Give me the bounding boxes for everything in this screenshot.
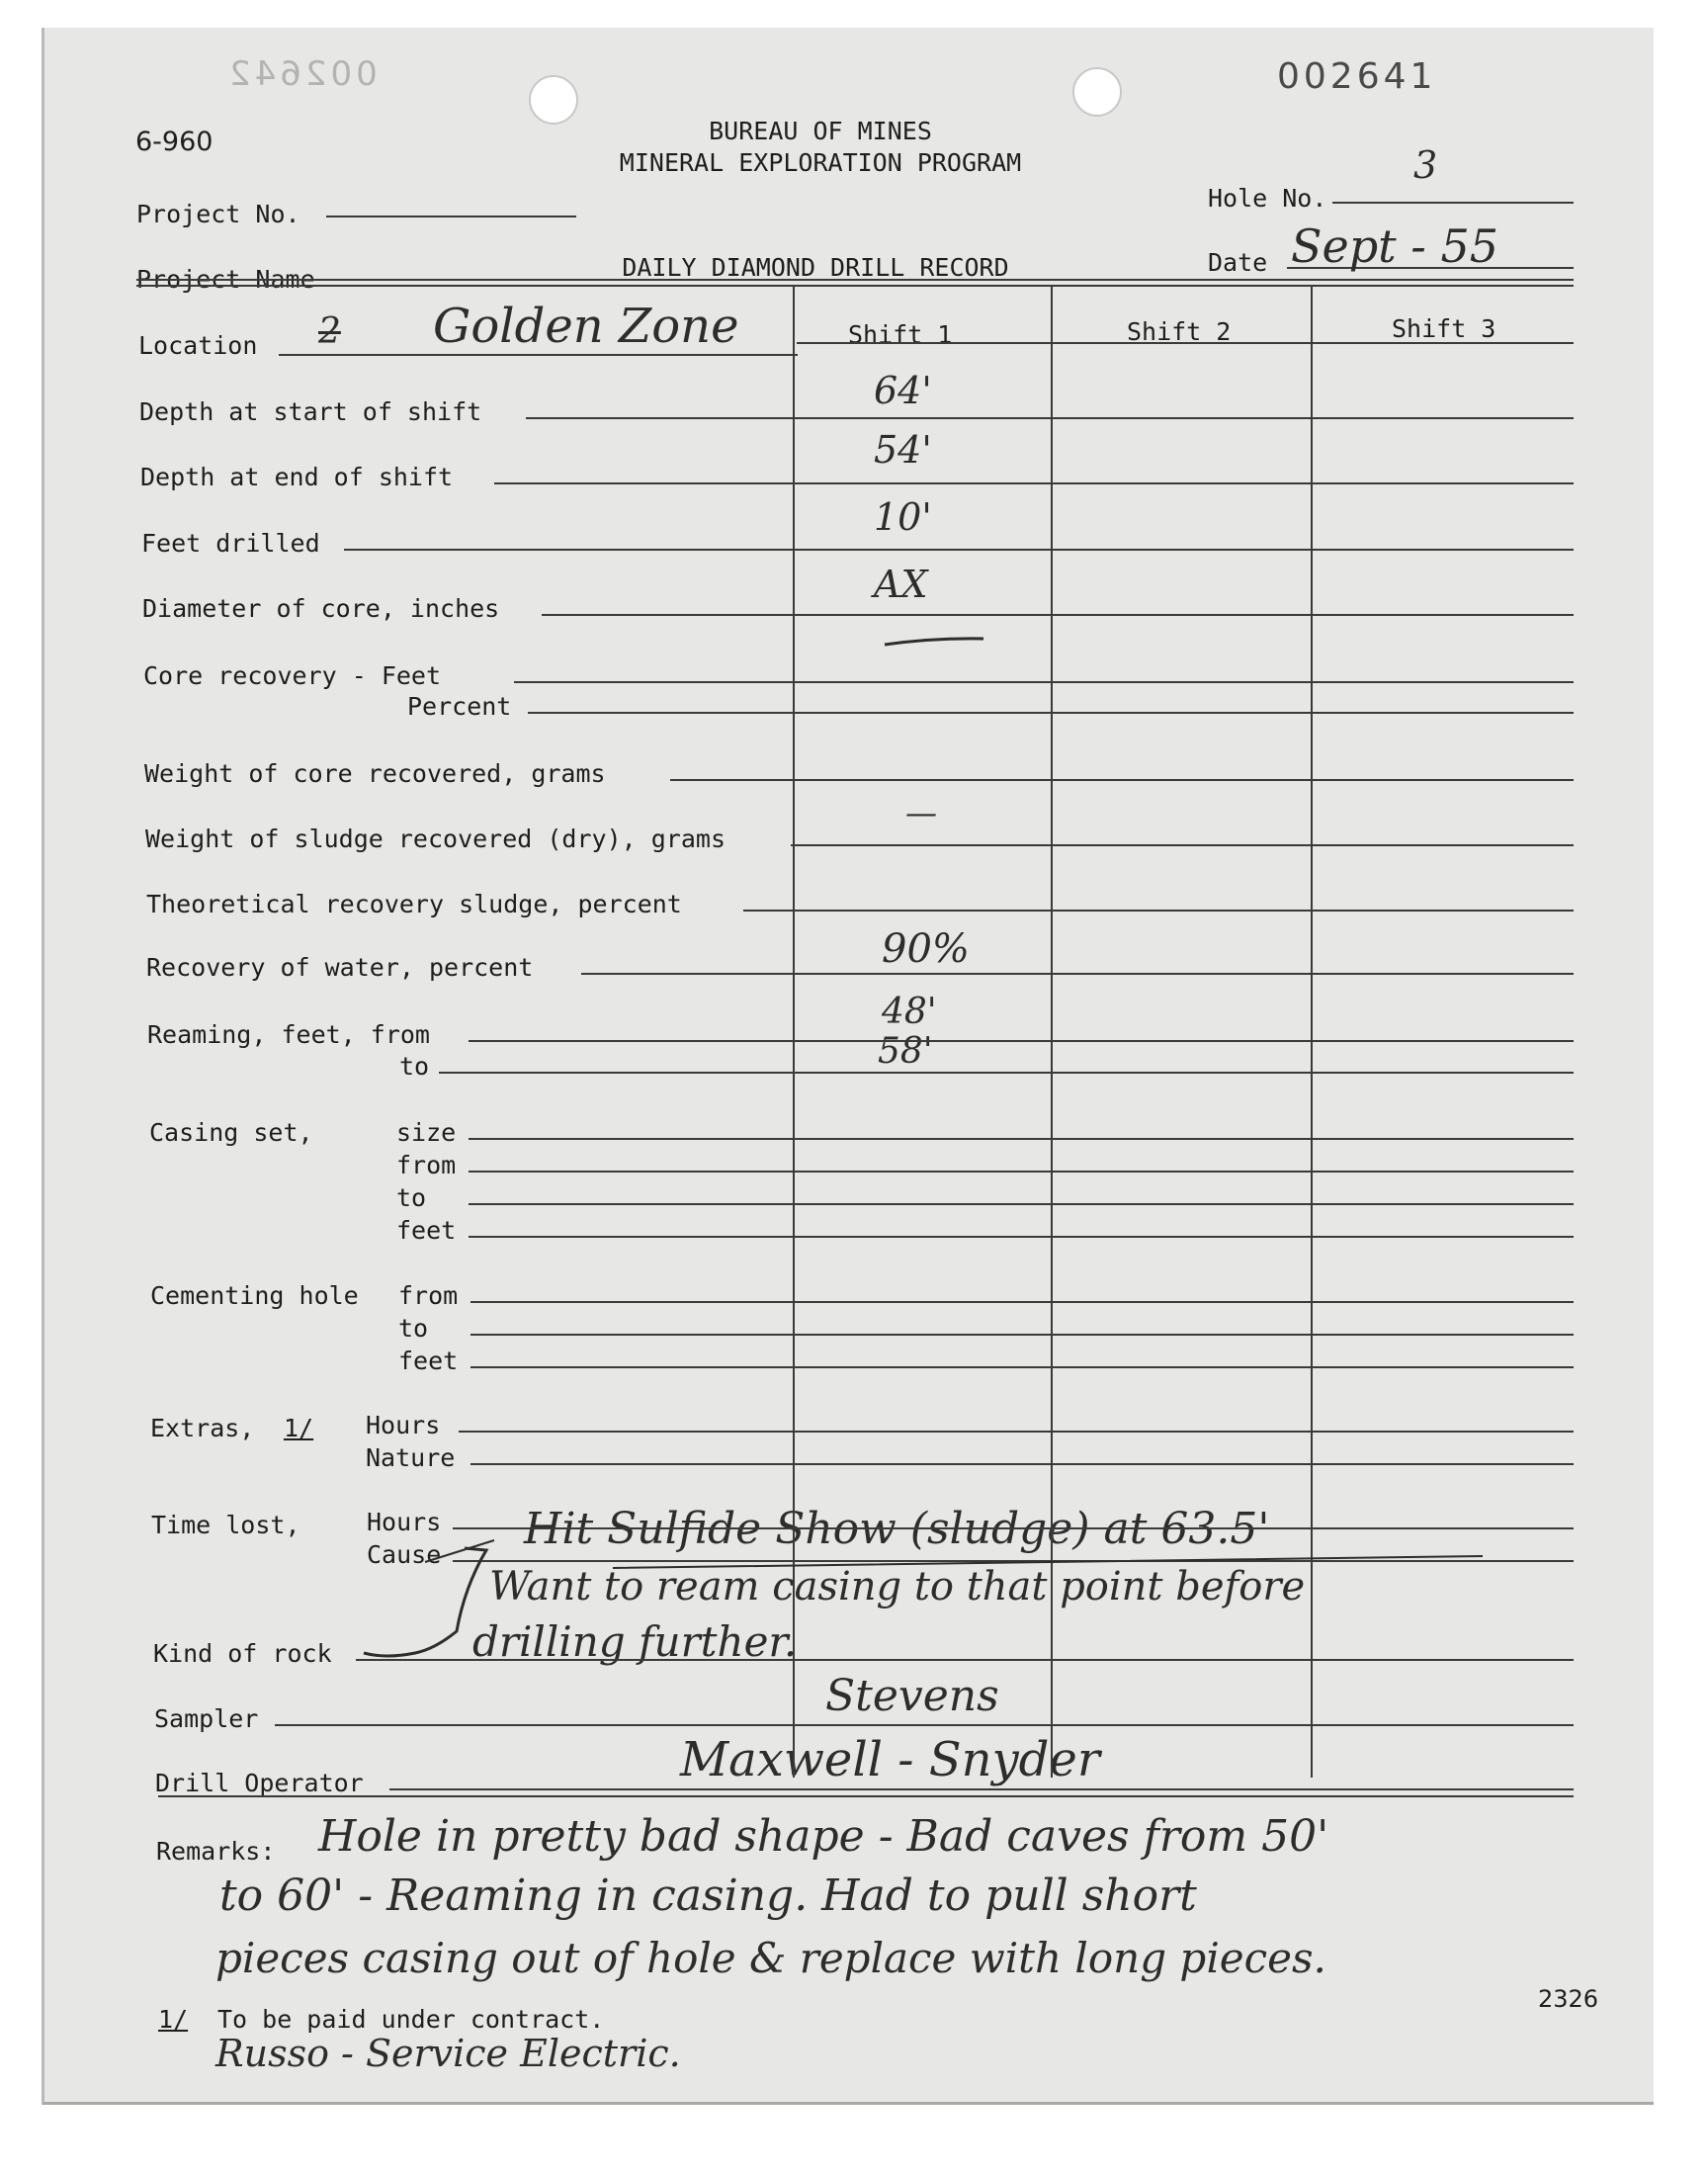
shift-3-header: Shift 3 [1392,314,1496,343]
remarks-signature: Russo - Service Electric. [215,2032,681,2075]
time-lost-hours-label: Hours [367,1508,442,1536]
cause-bracket-arrow [364,1548,486,1656]
casing-feet-label: feet [396,1216,457,1245]
reaming-from-shift1: 48' [882,992,937,1032]
water-recovery-shift1: 90% [882,926,970,972]
casing-from-label: from [396,1151,457,1179]
hole-no-value: 3 [1413,143,1438,187]
feet-drilled-shift1: 10' [874,495,932,539]
extras-nature-label: Nature [366,1443,456,1472]
date-value: Sept - 55 [1291,219,1498,273]
footnote-text: To be paid under contract. [217,2005,605,2034]
bleedthrough-number: 002642 [225,54,378,94]
core-recovery-dash [885,639,983,645]
drill-operator-value: Maxwell - Snyder [680,1732,1100,1787]
shift-1-header: Shift 1 [848,320,953,349]
cementing-label: Cementing hole [150,1281,359,1310]
sampler-label: Sampler [154,1704,259,1733]
remarks-line-1: Hole in pretty bad shape - Bad caves from 50' [318,1811,1329,1862]
remarks-line-3: pieces casing out of hole & replace with long pieces. [215,1934,1326,1982]
time-lost-label: Time lost, [151,1511,300,1539]
core-recovery-label: Core recovery - Feet [143,661,442,690]
casing-label: Casing set, [149,1118,313,1147]
remarks-label: Remarks: [156,1837,276,1866]
location-struck-value: 2 [318,311,341,352]
record-title: DAILY DIAMOND DRILL RECORD [622,253,1009,282]
project-no-label: Project No. [136,200,300,228]
cementing-to-label: to [398,1314,429,1343]
date-label: Date [1208,248,1268,277]
theoretical-sludge-label: Theoretical recovery sludge, percent [146,890,682,918]
page-code: 2326 [1538,1985,1599,2013]
time-lost-note-line-1: Hit Sulfide Show (sludge) at 63.5' [524,1504,1270,1554]
cementing-feet-label: feet [398,1347,459,1375]
core-recovery-percent-label: Percent [407,692,512,721]
sludge-weight-shift1: — [905,794,937,831]
depth-end-label: Depth at end of shift [140,463,454,491]
sludge-weight-label: Weight of sludge recovered (dry), grams [145,825,726,853]
core-weight-label: Weight of core recovered, grams [144,759,606,788]
reaming-label: Reaming, feet, from [147,1020,430,1049]
water-recovery-label: Recovery of water, percent [146,953,534,982]
kind-of-rock-label: Kind of rock [153,1639,332,1668]
depth-end-shift1: 54' [874,428,932,472]
casing-size-label: size [396,1118,457,1147]
cause-strike-line [425,1540,1483,1568]
hole-no-label: Hole No. [1208,184,1327,213]
depth-start-label: Depth at start of shift [139,397,482,426]
depth-start-shift1: 64' [874,369,932,412]
program-title: MINERAL EXPLORATION PROGRAM [619,148,1022,177]
extras-hours-label: Hours [366,1411,441,1439]
extras-footnote-ref: 1/ [284,1414,314,1442]
casing-to-label: to [396,1183,427,1212]
cementing-from-label: from [398,1281,459,1310]
extras-label: Extras, [150,1414,255,1442]
core-diameter-shift1: AX [874,563,928,606]
remarks-line-2: to 60' - Reaming in casing. Had to pull short [219,1870,1197,1921]
feet-drilled-label: Feet drilled [141,529,320,558]
form-number: 6-960 [135,127,214,157]
location-value: Golden Zone [433,299,739,354]
reaming-to-shift1: 58' [878,1031,933,1072]
drill-operator-label: Drill Operator [155,1769,364,1797]
reaming-to-label: to [399,1052,430,1081]
project-name-label: Project Name [136,265,315,294]
location-label: Location [138,331,258,360]
document-number-stamp: 002641 [1277,56,1437,97]
time-lost-note-line-2: Want to ream casing to that point before [489,1564,1306,1610]
time-lost-cause-label: Cause [367,1540,442,1569]
footnote-marker: 1/ [158,2005,189,2034]
sampler-value: Stevens [825,1671,999,1721]
shift-2-header: Shift 2 [1127,317,1232,346]
core-diameter-label: Diameter of core, inches [142,594,500,623]
bureau-title: BUREAU OF MINES [709,117,932,145]
time-lost-note-line-3: drilling further. [472,1617,798,1666]
